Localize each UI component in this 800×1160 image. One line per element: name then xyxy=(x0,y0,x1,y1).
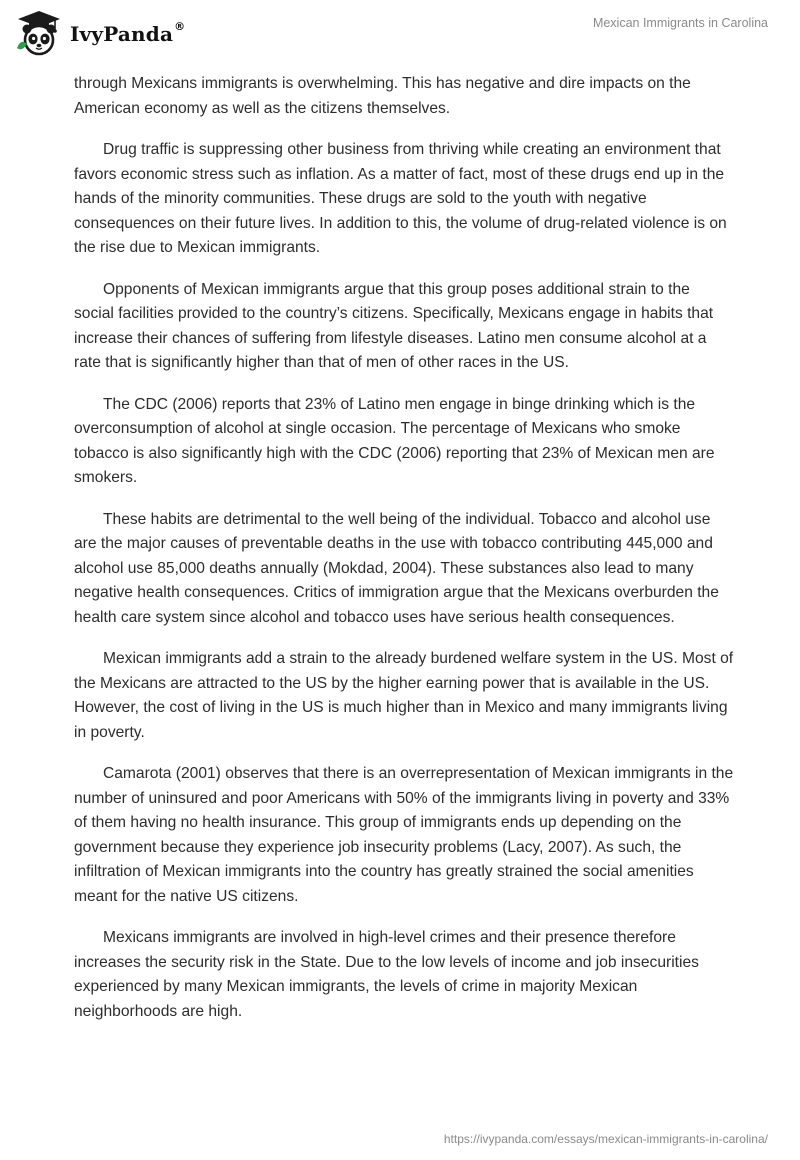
paragraph: Mexicans immigrants are involved in high-level crimes and their presence therefore increases the security risk in the State. Due to the low levels of income and job insecurities experienced by many Mexican immigrants, the levels of crime in majority Mexican neighborhoods are high. xyxy=(74,929,699,1020)
source-url-link[interactable]: https://ivypanda.com/essays/mexican-immigrants-in-carolina/ xyxy=(443,1132,768,1146)
brand-name: IvyPanda® xyxy=(70,20,186,46)
page-header xyxy=(0,0,800,66)
paragraph: The CDC (2006) reports that 23% of Latino men engage in binge drinking which is the overconsumption of alcohol at single occasion. The percentage of Mexicans who smoke tobacco is also significantly high with the CDC (2006) reporting that 23% of Mexican men are smokers. xyxy=(74,395,715,486)
paragraph: Opponents of Mexican immigrants argue that this group poses additional strain to the social facilities provided to the country’s citizens. Specifically, Mexicans engage in habits that increase their chances of suffering from lifestyle diseases. Latino men consume alcohol at a rate that is significantly higher than that of men of other races in the US. xyxy=(74,280,714,371)
brand-logo[interactable] xyxy=(14,8,185,58)
panda-graduate-icon xyxy=(14,8,64,58)
paragraph: Drug traffic is suppressing other business from thriving while creating an environment that favors economic stress such as inflation. As a matter of fact, most of these drugs end up in the hands of the minority communities. These drugs are sold to the youth with negative consequences on their future lives. In addition to this, the volume of drug-related violence is on the rise due to Mexican immigrants. xyxy=(74,141,727,256)
paragraph: Camarota (2001) observes that there is an overrepresentation of Mexican immigrants in the number of uninsured and poor Americans with 50% of the immigrants living in poverty and 33% of them having no health insurance. This group of immigrants ends up depending on the government because they experience job insecurity problems (Lacy, 2007). As such, the infiltration of Mexican immigrants into the country has greatly strained the social amenities meant for the native US citizens. xyxy=(74,765,734,905)
document-title: Mexican Immigrants in Carolina xyxy=(592,16,768,30)
paragraph: Mexican immigrants add a strain to the already burdened welfare system in the US. Most of the Mexicans are attracted to the US by the higher earning power that is available in the US. However, the cost of living in the US is much higher than in Mexico and many immigrants living in poverty. xyxy=(74,650,734,741)
essay-body xyxy=(74,72,734,1041)
paragraph: through Mexicans immigrants is overwhelming. This has negative and dire impacts on the American economy as well as the citizens themselves. xyxy=(74,75,691,117)
paragraph: These habits are detrimental to the well being of the individual. Tobacco and alcohol use are the major causes of preventable deaths in the use with tobacco contributing 445,000 and alcohol use 85,000 deaths annually (Mokdad, 2004). These substances also lead to many negative health consequences. Critics of immigration argue that the Mexicans overburden the health care system since alcohol and tobacco uses have serious health consequences. xyxy=(74,510,719,626)
